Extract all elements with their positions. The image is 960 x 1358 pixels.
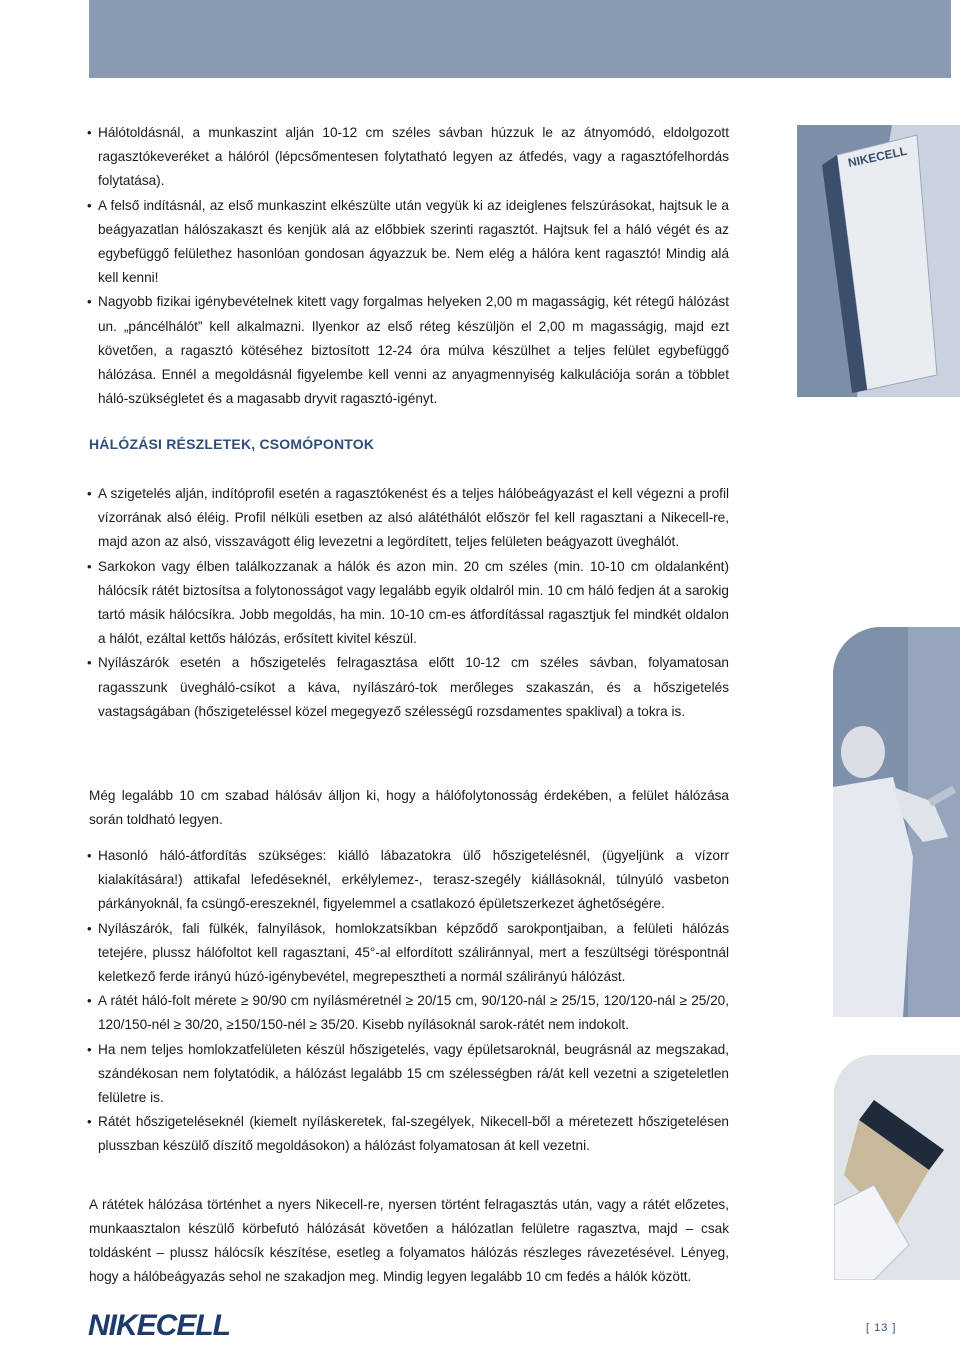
photo-worker-trowel: [833, 627, 960, 1017]
section-heading: HÁLÓZÁSI RÉSZLETEK, CSOMÓPONTOK: [89, 436, 375, 452]
bullet-item: • Hálótoldásnál, a munkaszint alján 10-12 cm széles sávban húzzuk le az átnyomódó, eldolgozott ragasztókeveréket a hálóról (lépcsőmentesen folytatható legyen az átfedés, vagy a ragasztófelhordás folytatása).: [87, 121, 729, 194]
paragraph-free-strip: Még legalább 10 cm szabad hálósáv álljon ki, hogy a hálófolytonosság érdekében, a felület hálózása során toldható legyen.: [89, 787, 729, 827]
photo-nikecell-board: [797, 125, 960, 397]
bullet-item: • Rátét hőszigeteléseknél (kiemelt nyíláskeretek, fal-szegélyek, Nikecell-ből a méretezett hőszigetelésen plusszban készülő díszítő megoldásokon) a hálózást folyamatosan át kell vezetni.: [87, 1110, 729, 1158]
bullet-item: • Hasonló háló-átfordítás szükséges: kiálló lábazatokra ülő hőszigetelésnél, (ügyeljünk a vízorr kialakítására!) attikafal lefedéseknél, erkélylemez-, terasz-szegély kiállásoknál, túlnyúló vasbeton párkányoknál, fa csüngő-ereszeknél, figyelemmel a csatlakozó épületszerkezet ághetőségére.: [87, 844, 729, 917]
bullet-item: • A felső indításnál, az első munkaszint elkészülte után vegyük ki az ideiglenes felszúrásokat, hajtsuk le a beágyazatlan hálószakaszt és kenjük alá az előbbiek szerinti ragasztót. Hajtsuk fel a háló végét és az egybefüggő felülethez hasonlóan gondosan ágyazzuk be. Nem elég a hálóra kent ragasztó! Mindig alá kell kenni!: [87, 194, 729, 291]
logo-mark: [88, 1306, 254, 1340]
bullet-item: • Nyílászárók esetén a hőszigetelés felragasztása előtt 10-12 cm széles sávban, folyamatosan ragasszunk üvegháló-csíkot a káva, nyílászáró-tok merőleges szakaszán, és a hőszigetelés vastagságában (hőszigeteléssel közel megegyező szélességű rozsdamentes spaklival) a tokra is.: [87, 651, 729, 724]
text-block-details: [87, 482, 729, 724]
page-number: [ 13 ]: [866, 1322, 897, 1334]
bullet-item: • A rátét háló-folt mérete ≥ 90/90 cm nyílásméretnél ≥ 20/15 cm, 90/120-nál ≥ 25/15, 120/120-nál ≥ 25/20, 120/150-nél ≥ 30/20, ≥150/150-nél ≥ 35/20. Kisebb nyílásoknál sarok-rátét nem indokolt.: [87, 989, 729, 1037]
photo-brush-mesh: [834, 1055, 960, 1280]
text-block-top: [87, 121, 729, 411]
bullet-item: • Nagyobb fizikai igénybevételnek kitett vagy forgalmas helyeken 2,00 m magasságig, két rétegű hálózást un. „páncélhálót” kell alkalmazni. Ilyenkor az első réteg készüljön el 2,00 m magasságig, majd ezt követően, a ragasztó kötéséhez biztosított 12-24 óra múlva készülhet a teljes felület egybefüggő hálózása. Ennél a megoldásnál figyelembe kell venni az anyagmennyiség kalkulációja során a többlet háló-szükségletet és a magasabb dryvit ragasztó-igényt.: [87, 290, 729, 411]
bullet-item: • Nyílászárók, fali fülkék, falnyílások, homlokzatsíkban képződő sarokpontjaiban, a felületi hálózás tetejére, plussz hálófoltot kell ragasztani, 45°-al elfordított száliránnyal, mert a feszültségi töréspontnál keletkező ferde irányú húzó-igénybevétel, megrepesztheti a normál szálirányú hálózást.: [87, 917, 729, 990]
paragraph-overlays: A rátétek hálózása történhet a nyers Nikecell-re, nyersen történt felragasztás után, vagy a rátét előzetes, munkaasztalon készülő körbefutó hálózását követően a hálózatlan felületre ragasztva, majd – csak toldásként – plussz hálócsík készítése, esetleg a folyamatos hálózás részleges rávezetésével. Lényeg, hogy a hálóbeágyazás sehol ne szakadjon meg. Mindig legyen legalább 10 cm fedés a hálók között.: [89, 1196, 729, 1285]
nikecell-logo: [88, 1306, 254, 1345]
photo-board-label: NIKECELL: [846, 143, 909, 170]
text-block-reinforcement: [87, 844, 729, 1159]
photo-worker-illustration: [833, 627, 960, 1017]
header-band: [89, 0, 951, 78]
bullet-item: • Sarkokon vagy élben találkozzanak a hálók és azon min. 20 cm széles (min. 10-10 cm oldalanként) hálócsík rátét biztosítsa a folytonosságot vagy legalább egyik oldalról min. 10 cm háló fedjen át a sarokig tartó másik hálócsíkra. Jobb megoldás, ha min. 10-10 cm-es átfordítással ragasztjuk fel mindkét oldalon a hálót, ezáltal kettős hálózás, erősített kivitel készül.: [87, 555, 729, 652]
logo-text: NIKECELL: [88, 1309, 230, 1340]
bullet-item: • A szigetelés alján, indítóprofil esetén a ragasztókenést és a teljes hálóbeágyazást el kell végezni a profil vízorrának alsó éléig. Profil nélküli esetben az alsó alátéthálót először fel kell ragasztani a Nikecell-re, majd azon az alsó, visszavágott élig levezetni a legördített, teljes felületen beágyazott üveghálót.: [87, 482, 729, 555]
bullet-item: • Ha nem teljes homlokzatfelületen készül hőszigetelés, vagy épületsaroknál, beugrásnál az megszakad, szándékosan nem folytatódik, a hálózást legalább 15 cm szélességben rá/át kell vezetni a szigeteletlen felületre is.: [87, 1038, 729, 1111]
photo-brush-illustration: [834, 1055, 960, 1280]
photo-board-illustration: [797, 125, 960, 397]
